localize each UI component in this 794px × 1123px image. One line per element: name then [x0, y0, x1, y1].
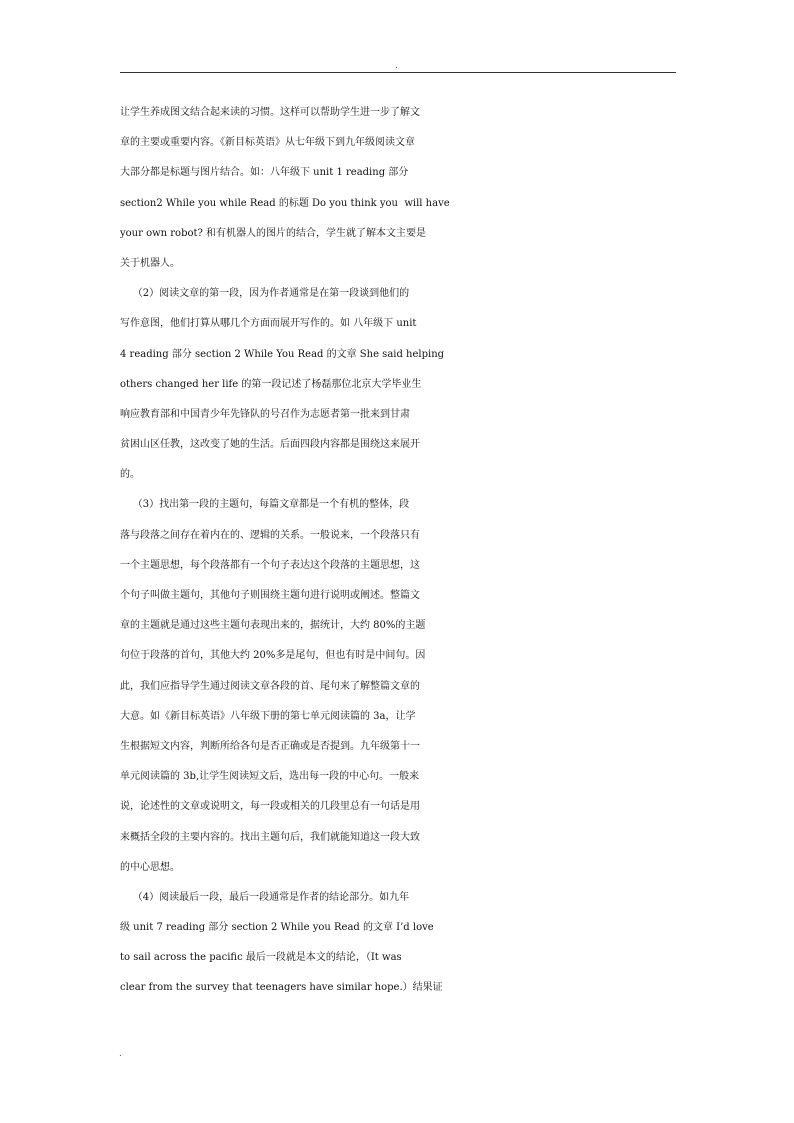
text-line: 章的主题就是通过这些主题句表现出来的，据统计，大约 80%的主题: [120, 620, 426, 632]
text-line: 说，论述性的文章或说明文，每一段或相关的几段里总有一句话是用: [120, 801, 420, 813]
text-line: （3）找出第一段的主题句，每篇文章都是一个有机的整体，段: [120, 499, 410, 511]
text-line: （4）阅读最后一段，最后一段通常是作者的结论部分。如九年: [120, 891, 410, 903]
text-line: your own robot? 和有机器人的图片的结合，学生就了解本文主要是: [120, 227, 427, 239]
text-line: clear from the survey that teenagers have similar hope.）结果证: [120, 982, 443, 994]
text-line: 的中心思想。: [120, 861, 180, 873]
text-line: 来概括全段的主要内容的。找出主题句后，我们就能知道这一段大致: [120, 831, 420, 843]
text-line: 单元阅读篇的 3b,让学生阅读短文后，选出每一段的中心句。一般来: [120, 771, 420, 783]
text-line: 写作意图，他们打算从哪几个方面而展开写作的。如 八年级下 unit: [120, 318, 417, 330]
text-line: 的。: [120, 469, 140, 481]
document-body: [120, 98, 720, 1004]
text-line: to sail across the pacific 最后一段就是本文的结论，（It was: [120, 952, 402, 964]
text-line: 大意。如《新目标英语》八年级下册的第七单元阅读篇的 3a，让学: [120, 710, 416, 722]
text-line: 句位于段落的首句，其他大约 20%多是尾句，但也有时是中间句。因: [120, 650, 426, 662]
text-line: 章的主要或重要内容。《新目标英语》从七年级下到九年级阅读文章: [120, 137, 415, 149]
text-line: 个句子叫做主题句，其他句子则围绕主题句进行说明或阐述。整篇文: [120, 590, 420, 601]
text-line: 级 unit 7 reading 部分 section 2 While you Read 的文章 I’d love: [120, 922, 434, 934]
text-line: 生根据短文内容，判断所给各句是否正确或是否提到。九年级第十一: [120, 740, 420, 752]
text-line: 让学生养成图文结合起来读的习惯。这样可以帮助学生进一步了解文: [120, 107, 420, 118]
text-line: 大部分都是标题与图片结合。如：八年级下 unit 1 reading 部分: [120, 167, 409, 179]
text-line: 落与段落之间存在着内在的、逻辑的关系。一般说来，一个段落只有: [120, 529, 420, 541]
text-line: 响应教育部和中国青少年先锋队的号召作为志愿者第一批来到甘肃: [120, 408, 410, 420]
text-line: 贫困山区任教，这改变了她的生活。后面四段内容都是围绕这来展开: [120, 439, 420, 451]
text-line: 一个主题思想，每个段落都有一个句子表达这个段落的主题思想，这: [120, 559, 420, 571]
text-line: 4 reading 部分 section 2 While You Read 的文章 She said helping: [120, 348, 445, 360]
header-dot: .: [395, 61, 398, 71]
text-line: section2 While you while Read 的标题 Do you think you will have: [120, 197, 450, 209]
header-rule: [120, 72, 676, 73]
text-line: （2）阅读文章的第一段，因为作者通常是在第一段谈到他们的: [120, 288, 410, 300]
text-line: 此，我们应指导学生通过阅读文章各段的首、尾句来了解整篇文章的: [120, 680, 420, 692]
text-line: others changed her life 的第一段记述了杨磊那位北京大学毕业生: [120, 378, 422, 390]
footer-dot: .: [119, 1049, 122, 1059]
text-line: 关于机器人。: [120, 257, 180, 269]
